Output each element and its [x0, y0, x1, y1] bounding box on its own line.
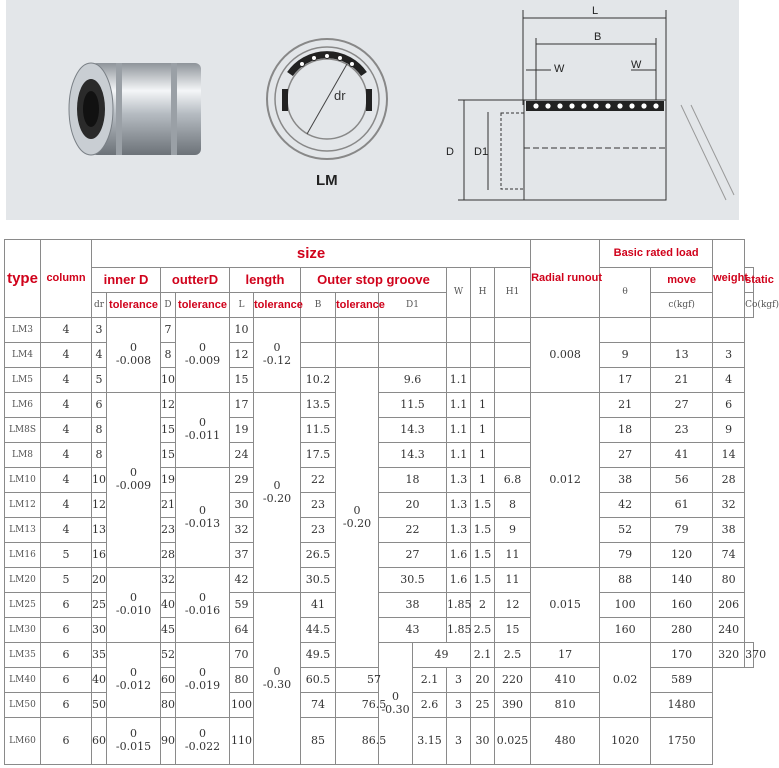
runout-d: 0.02: [600, 643, 651, 718]
cell-D: 15: [161, 443, 176, 468]
cell-D1: 9.6: [379, 368, 447, 393]
cell-B: 60.5: [301, 668, 336, 693]
cell-dr: 5: [92, 368, 107, 393]
cell-c: 38: [600, 468, 651, 493]
cell-c: 480: [531, 718, 600, 765]
cell-W: 1.3: [447, 493, 471, 518]
cell-B: [301, 343, 336, 368]
dim-D1-label: D1: [474, 146, 489, 158]
table-row: [5, 643, 754, 668]
cell-W: 1.1: [447, 443, 471, 468]
tol-B-a: 0 -0.20: [336, 368, 379, 668]
cell-column: 6: [41, 668, 92, 693]
cell-c: 220: [495, 668, 531, 693]
header-tolerance-B: tolerance: [336, 293, 379, 318]
tol-B-b: 0 -0.30: [379, 643, 413, 765]
cell-L: 59: [230, 593, 254, 618]
cell-H: 1: [471, 418, 495, 443]
cell-B: 44.5: [301, 618, 336, 643]
header-radial-runout: Radial runout: [531, 240, 600, 318]
cell-c: 9: [600, 343, 651, 368]
cell-B: 49.5: [301, 643, 336, 668]
header-type: type: [5, 240, 41, 318]
cell-co: 13: [651, 343, 713, 368]
cell-column: 6: [41, 718, 92, 765]
dim-B-label: B: [594, 31, 602, 43]
cell-co: 79: [651, 518, 713, 543]
cell-D1: 14.3: [379, 418, 447, 443]
cell-D: 12: [161, 393, 176, 418]
cell-dr: 13: [92, 518, 107, 543]
tol-D-e: 0 -0.019: [176, 643, 230, 718]
header-dr: dr: [92, 293, 107, 318]
cell-D1: 49: [413, 643, 471, 668]
cell-D1: 38: [379, 593, 447, 618]
cell-L: 29: [230, 468, 254, 493]
cell-B: 85: [301, 718, 336, 765]
cell-W: 1.1: [447, 418, 471, 443]
cell-type: LM8S: [5, 418, 41, 443]
cell-dr: 35: [92, 643, 107, 668]
cell-H1: [495, 318, 531, 343]
table-row: [5, 318, 754, 343]
cell-D: 90: [161, 718, 176, 765]
header-c-kgf: c(kgf): [651, 293, 713, 318]
cell-H1: 9: [495, 518, 531, 543]
cell-weight: 1480: [651, 693, 713, 718]
cell-D: 60: [161, 668, 176, 693]
cell-L: 42: [230, 568, 254, 593]
cell-empty: [336, 343, 379, 368]
cell-D: 19: [161, 468, 176, 493]
cell-W: 2.6: [413, 693, 447, 718]
cell-type: LM3: [5, 318, 41, 343]
cell-D: 52: [161, 643, 176, 668]
cell-H1: 12: [495, 593, 531, 618]
cell-H1: 8: [495, 493, 531, 518]
cell-co: 120: [651, 543, 713, 568]
cell-c: 390: [495, 693, 531, 718]
cell-c: [600, 318, 651, 343]
cell-L: 15: [230, 368, 254, 393]
cell-column: 6: [41, 618, 92, 643]
cell-co: 21: [651, 368, 713, 393]
cell-type: LM6: [5, 393, 41, 418]
cell-column: 4: [41, 443, 92, 468]
cell-D: 15: [161, 418, 176, 443]
cell-D1: 14.3: [379, 443, 447, 468]
cell-H: 1.5: [471, 568, 495, 593]
cell-H: 1.5: [471, 543, 495, 568]
cell-column: 4: [41, 368, 92, 393]
cell-L: 100: [230, 693, 254, 718]
cell-W: [447, 318, 471, 343]
dr-label: dr: [334, 88, 346, 103]
cell-H1: 17: [531, 643, 600, 668]
cell-H1: [495, 418, 531, 443]
dim-D-label: D: [446, 146, 454, 158]
cell-D: 23: [161, 518, 176, 543]
header-H1: H1: [495, 268, 531, 318]
cell-co: 1020: [600, 718, 651, 765]
tol-L-c: 0 -0.30: [254, 593, 301, 765]
cell-weight: 9: [713, 418, 745, 443]
cell-co: 140: [651, 568, 713, 593]
header-theta: θ: [600, 268, 651, 318]
runout-b: 0.012: [531, 393, 600, 568]
runout-c: 0.015: [531, 568, 600, 643]
cell-H1: 25: [471, 693, 495, 718]
cell-type: LM12: [5, 493, 41, 518]
cell-W: 1.85: [447, 618, 471, 643]
cell-W: [447, 343, 471, 368]
cell-L: 37: [230, 543, 254, 568]
tol-dr-b: 0 -0.009: [107, 393, 161, 568]
cell-D: 80: [161, 693, 176, 718]
cell-c: 17: [600, 368, 651, 393]
tol-dr-d: 0 -0.012: [107, 643, 161, 718]
cell-c: 42: [600, 493, 651, 518]
cell-B: 13.5: [301, 393, 336, 418]
cell-W: 1.3: [447, 518, 471, 543]
cell-weight: 74: [713, 543, 745, 568]
header-static: static: [745, 268, 754, 293]
cell-co: 410: [531, 668, 600, 693]
cell-D1: [379, 318, 447, 343]
cell-L: 64: [230, 618, 254, 643]
header-size: size: [92, 240, 531, 268]
cell-H: 1: [471, 443, 495, 468]
cell-L: 110: [230, 718, 254, 765]
header-outter-d: outterD: [161, 268, 230, 293]
spec-table: [4, 239, 779, 765]
cell-D1: 57: [336, 668, 413, 693]
cell-W: 2.1: [413, 668, 447, 693]
header-move: move: [651, 268, 713, 293]
cell-co: [651, 318, 713, 343]
cell-H: 1: [471, 468, 495, 493]
header-outer-stop-groove: Outer stop groove: [301, 268, 447, 293]
cell-D1: [379, 343, 447, 368]
cell-co: 320: [713, 643, 745, 668]
header-D1: D1: [379, 293, 447, 318]
cell-D: 8: [161, 343, 176, 368]
cell-D1: 11.5: [379, 393, 447, 418]
cell-type: LM20: [5, 568, 41, 593]
cell-H: 3: [447, 718, 471, 765]
cell-dr: 12: [92, 493, 107, 518]
header-basic-rated-load: Basic rated load: [600, 240, 713, 268]
cell-H1: 11: [495, 543, 531, 568]
cell-type: LM16: [5, 543, 41, 568]
cell-co: 280: [651, 618, 713, 643]
cell-co: 41: [651, 443, 713, 468]
cell-type: LM5: [5, 368, 41, 393]
cell-weight: 28: [713, 468, 745, 493]
cell-W: 1.1: [447, 393, 471, 418]
cell-dr: 3: [92, 318, 107, 343]
tol-D-d: 0 -0.016: [176, 568, 230, 643]
cell-D: 45: [161, 618, 176, 643]
cell-W: 1.3: [447, 468, 471, 493]
header-column: column: [41, 240, 92, 318]
cell-dr: 25: [92, 593, 107, 618]
cell-L: 80: [230, 668, 254, 693]
cell-B: [301, 318, 336, 343]
cell-weight: [713, 318, 745, 343]
header-weight: weight: [713, 240, 745, 318]
cell-D1: 18: [379, 468, 447, 493]
cell-weight: 32: [713, 493, 745, 518]
cell-H1: 11: [495, 568, 531, 593]
cell-c: 160: [600, 618, 651, 643]
cell-dr: 60: [92, 718, 107, 765]
cell-co: 61: [651, 493, 713, 518]
cell-H1: [495, 393, 531, 418]
cell-column: 4: [41, 318, 92, 343]
cell-type: LM10: [5, 468, 41, 493]
cell-weight: 370: [745, 643, 754, 668]
tol-L-b: 0 -0.20: [254, 393, 301, 593]
cell-W: 1.6: [447, 543, 471, 568]
cell-H: 2.5: [471, 618, 495, 643]
cell-H: 2.5: [495, 643, 531, 668]
cell-D: 21: [161, 493, 176, 518]
cell-H1: 6.8: [495, 468, 531, 493]
header-B: B: [301, 293, 336, 318]
cell-H1: [495, 443, 531, 468]
cell-empty: [336, 318, 379, 343]
cell-dr: 8: [92, 443, 107, 468]
cell-D1: 20: [379, 493, 447, 518]
cell-H: 1: [471, 393, 495, 418]
cell-H1: 20: [471, 668, 495, 693]
cell-D: 28: [161, 543, 176, 568]
cell-H: 1.5: [471, 493, 495, 518]
cell-H: 1.5: [471, 518, 495, 543]
header-length: length: [230, 268, 301, 293]
cell-type: LM25: [5, 593, 41, 618]
cell-H: 2: [471, 593, 495, 618]
cell-L: 12: [230, 343, 254, 368]
cell-H1: 30: [471, 718, 495, 765]
table-row: [5, 568, 754, 593]
cell-D: 10: [161, 368, 176, 393]
cell-B: 30.5: [301, 568, 336, 593]
cell-column: 4: [41, 493, 92, 518]
cell-D1: 76.5: [336, 693, 413, 718]
bearing-photo-icon: [61, 55, 211, 165]
header-inner-d: inner D: [92, 268, 161, 293]
table-row: [5, 718, 754, 765]
header-tolerance-D: tolerance: [176, 293, 230, 318]
cell-c: 79: [600, 543, 651, 568]
cell-dr: 6: [92, 393, 107, 418]
cell-dr: 40: [92, 668, 107, 693]
cell-c: 100: [600, 593, 651, 618]
tol-dr-c: 0 -0.010: [107, 568, 161, 643]
tol-dr-a: 0 -0.008: [107, 318, 161, 393]
cell-type: LM50: [5, 693, 41, 718]
cell-H: 3: [447, 693, 471, 718]
cell-D1: 86.5: [336, 718, 413, 765]
cell-W: 1.1: [447, 368, 471, 393]
cell-dr: 10: [92, 468, 107, 493]
cell-B: 41: [301, 593, 336, 618]
cell-H: [471, 318, 495, 343]
cell-weight: 3: [713, 343, 745, 368]
dim-W-right-label: W: [631, 59, 642, 71]
header-D: D: [161, 293, 176, 318]
cell-B: 23: [301, 518, 336, 543]
cell-H1: [495, 343, 531, 368]
cell-co: 810: [531, 693, 600, 718]
cell-c: 88: [600, 568, 651, 593]
cell-L: 24: [230, 443, 254, 468]
cell-B: 23: [301, 493, 336, 518]
cell-type: LM40: [5, 668, 41, 693]
cell-D: 7: [161, 318, 176, 343]
lm-label: LM: [316, 172, 338, 189]
cross-section-diagram: [262, 34, 392, 164]
dim-W-left-label: W: [554, 63, 565, 75]
cell-W: 2.1: [471, 643, 495, 668]
cell-c: 18: [600, 418, 651, 443]
cell-D1: 43: [379, 618, 447, 643]
cell-L: 10: [230, 318, 254, 343]
cell-column: 4: [41, 518, 92, 543]
runout-a: 0.008: [531, 318, 600, 393]
tol-D-a: 0 -0.009: [176, 318, 230, 393]
cell-D1: 22: [379, 518, 447, 543]
cell-H: 3: [447, 668, 471, 693]
cell-column: 6: [41, 693, 92, 718]
cell-dr: 50: [92, 693, 107, 718]
cell-weight: 4: [713, 368, 745, 393]
cell-weight: 38: [713, 518, 745, 543]
dim-L-label: L: [592, 5, 599, 17]
cell-type: LM35: [5, 643, 41, 668]
cell-type: LM60: [5, 718, 41, 765]
cell-L: 30: [230, 493, 254, 518]
cell-H: [471, 368, 495, 393]
table-row: [5, 393, 754, 418]
cell-W: 3.15: [413, 718, 447, 765]
cell-co: 27: [651, 393, 713, 418]
tol-D-f: 0 -0.022: [176, 718, 230, 765]
cell-column: 5: [41, 543, 92, 568]
tol-L-a: 0 -0.12: [254, 318, 301, 393]
cell-column: 4: [41, 418, 92, 443]
cell-dr: 4: [92, 343, 107, 368]
cell-dr: 8: [92, 418, 107, 443]
cell-c: 21: [600, 393, 651, 418]
tol-D-b: 0 -0.011: [176, 393, 230, 468]
cell-H: [471, 343, 495, 368]
header-L: L: [230, 293, 254, 318]
cell-weight: 240: [713, 618, 745, 643]
cell-dr: 20: [92, 568, 107, 593]
cell-D: 40: [161, 593, 176, 618]
cell-column: 4: [41, 343, 92, 368]
cell-column: 4: [41, 468, 92, 493]
tol-D-c: 0 -0.013: [176, 468, 230, 568]
cell-column: 6: [41, 643, 92, 668]
product-banner: [6, 0, 739, 220]
cell-co: 23: [651, 418, 713, 443]
cell-type: LM13: [5, 518, 41, 543]
cell-D1: 27: [379, 543, 447, 568]
cell-weight: 1750: [651, 718, 713, 765]
header-co-kgf: Co(kgf): [745, 293, 754, 318]
cell-B: 10.2: [301, 368, 336, 393]
cell-type: LM30: [5, 618, 41, 643]
cell-W: 1.6: [447, 568, 471, 593]
cell-c: 170: [651, 643, 713, 668]
cell-H1: [495, 368, 531, 393]
cell-D: 32: [161, 568, 176, 593]
cell-B: 74: [301, 693, 336, 718]
cell-weight: 6: [713, 393, 745, 418]
cell-B: 22: [301, 468, 336, 493]
cell-H1: 15: [495, 618, 531, 643]
cell-weight: 14: [713, 443, 745, 468]
cell-W: 1.85: [447, 593, 471, 618]
cell-L: 32: [230, 518, 254, 543]
cell-weight: 206: [713, 593, 745, 618]
cell-L: 70: [230, 643, 254, 668]
cell-B: 11.5: [301, 418, 336, 443]
header-tolerance-dr: tolerance: [107, 293, 161, 318]
cell-column: 6: [41, 593, 92, 618]
cell-type: LM4: [5, 343, 41, 368]
tol-dr-e: 0 -0.015: [107, 718, 161, 765]
cell-c: 52: [600, 518, 651, 543]
header-tolerance-L: tolerance: [254, 293, 301, 318]
cell-dr: 30: [92, 618, 107, 643]
cell-D1: 30.5: [379, 568, 447, 593]
cell-c: 27: [600, 443, 651, 468]
cell-L: 17: [230, 393, 254, 418]
runout-e: 0.025: [495, 718, 531, 765]
cell-weight: 589: [651, 668, 713, 693]
cell-co: 56: [651, 468, 713, 493]
cell-B: 26.5: [301, 543, 336, 568]
header-W: W: [447, 268, 471, 318]
cell-co: 160: [651, 593, 713, 618]
cell-dr: 16: [92, 543, 107, 568]
cell-column: 5: [41, 568, 92, 593]
cell-weight: 80: [713, 568, 745, 593]
cell-column: 4: [41, 393, 92, 418]
cell-type: LM8: [5, 443, 41, 468]
header-H: H: [471, 268, 495, 318]
side-dimension-diagram: [436, 0, 736, 215]
cell-L: 19: [230, 418, 254, 443]
cell-B: 17.5: [301, 443, 336, 468]
